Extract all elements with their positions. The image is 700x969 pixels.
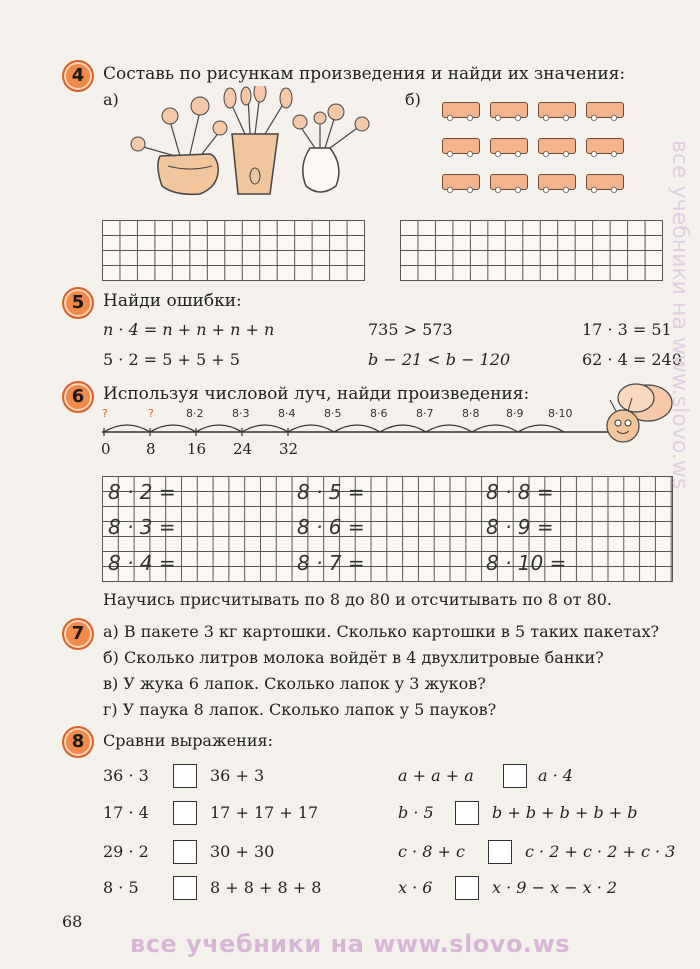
number-line-label: 8·9 <box>506 407 524 420</box>
compare-left: 36 · 3 <box>103 766 149 785</box>
car-icon <box>440 172 480 194</box>
compare-left: x · 6 <box>398 878 433 897</box>
compare-right: 30 + 30 <box>210 842 275 861</box>
car-icon <box>584 136 624 158</box>
grid-expression: 8 · 5 = <box>297 480 365 504</box>
watermark-side: все учебники на www.slovo.ws <box>667 140 692 490</box>
expression: 17 · 3 = 51 <box>582 320 672 339</box>
cars-illustration <box>440 100 640 200</box>
car-icon <box>488 100 528 122</box>
compare-box[interactable] <box>488 840 512 864</box>
car-icon <box>440 136 480 158</box>
compare-right: 8 + 8 + 8 + 8 <box>210 878 322 897</box>
compare-left: b · 5 <box>398 803 434 822</box>
car-icon <box>536 136 576 158</box>
task5-text: Найди ошибки: <box>103 291 242 311</box>
car-icon <box>536 172 576 194</box>
compare-left: a + a + a <box>398 766 474 785</box>
compare-box[interactable] <box>455 876 479 900</box>
compare-right: b + b + b + b + b <box>492 803 638 822</box>
grid-expression: 8 · 10 = <box>486 551 567 575</box>
task6-footer: Научись присчитывать по 8 до 80 и отсчитывать по 8 от 80. <box>103 590 613 609</box>
grid-expression: 8 · 8 = <box>486 480 554 504</box>
car-icon <box>536 100 576 122</box>
number-line-label: 8·6 <box>370 407 388 420</box>
multiplication-grid[interactable] <box>102 476 673 582</box>
expression: 735 > 573 <box>368 320 453 339</box>
task-number-badge: 6 <box>62 381 94 413</box>
compare-left: c · 8 + c <box>398 842 465 861</box>
compare-box[interactable] <box>173 840 197 864</box>
number-line-value: 16 <box>187 440 207 458</box>
task4-label-b: б) <box>405 90 421 109</box>
watermark-bottom: все учебники на www.slovo.ws <box>130 930 570 958</box>
number-line-label: 8·5 <box>324 407 342 420</box>
compare-box[interactable] <box>503 764 527 788</box>
flower-vases-illustration <box>120 86 380 206</box>
compare-left: 17 · 4 <box>103 803 149 822</box>
compare-right: 17 + 17 + 17 <box>210 803 319 822</box>
task-number-badge: 8 <box>62 726 94 758</box>
grid-expression: 8 · 2 = <box>108 480 176 504</box>
number-line-label: 8·4 <box>278 407 296 420</box>
grid-expression: 8 · 9 = <box>486 515 554 539</box>
number-line <box>98 420 618 460</box>
page-number: 68 <box>62 912 83 931</box>
expression: 62 · 4 = 240 <box>582 350 682 369</box>
number-line-label: 8·3 <box>232 407 250 420</box>
car-icon <box>584 100 624 122</box>
compare-box[interactable] <box>455 801 479 825</box>
number-line-value: 24 <box>233 440 253 458</box>
number-line-label: 8·8 <box>462 407 480 420</box>
compare-left: 29 · 2 <box>103 842 149 861</box>
number-line-label: 8·10 <box>548 407 573 420</box>
number-line-label: 8·2 <box>186 407 204 420</box>
task6-text: Используя числовой луч, найди произведения: <box>103 384 530 404</box>
grid-expression: 8 · 3 = <box>108 515 176 539</box>
task4-label-a: а) <box>103 90 119 109</box>
car-icon <box>440 100 480 122</box>
expression: 5 · 2 = 5 + 5 + 5 <box>103 350 240 369</box>
task-number-badge: 4 <box>62 60 94 92</box>
compare-right: a · 4 <box>538 766 573 785</box>
task8-text: Сравни выражения: <box>103 731 273 750</box>
expression: n · 4 = n + n + n + n <box>103 320 275 339</box>
answer-grid-a[interactable] <box>102 220 365 281</box>
number-line-label: ? <box>148 407 154 420</box>
grid-expression: 8 · 6 = <box>297 515 365 539</box>
compare-right: c · 2 + c · 2 + c · 3 <box>525 842 676 861</box>
task7-line: г) У паука 8 лапок. Сколько лапок у 5 пауков? <box>103 700 497 719</box>
compare-box[interactable] <box>173 764 197 788</box>
car-icon <box>488 172 528 194</box>
compare-right: x · 9 − x − x · 2 <box>492 878 618 897</box>
task7-line: в) У жука 6 лапок. Сколько лапок у 3 жуков? <box>103 674 486 693</box>
answer-grid-b[interactable] <box>400 220 663 281</box>
grid-expression: 8 · 4 = <box>108 551 176 575</box>
task7-line: б) Сколько литров молока войдёт в 4 двухлитровые банки? <box>103 648 604 667</box>
number-line-value: 0 <box>101 440 111 458</box>
task7-line: а) В пакете 3 кг картошки. Сколько картошки в 5 таких пакетах? <box>103 622 660 641</box>
compare-box[interactable] <box>173 801 197 825</box>
compare-box[interactable] <box>173 876 197 900</box>
number-line-value: 8 <box>146 440 156 458</box>
number-line-label: 8·7 <box>416 407 434 420</box>
task4-text: Составь по рисункам произведения и найди их значения: <box>103 64 626 84</box>
number-line-value: 32 <box>279 440 299 458</box>
task-number-badge: 7 <box>62 618 94 650</box>
car-icon <box>488 136 528 158</box>
car-icon <box>584 172 624 194</box>
expression: b − 21 < b − 120 <box>368 350 511 369</box>
compare-left: 8 · 5 <box>103 878 139 897</box>
task-number-badge: 5 <box>62 287 94 319</box>
bug-illustration <box>598 378 678 453</box>
number-line-label: ? <box>102 407 108 420</box>
compare-right: 36 + 3 <box>210 766 265 785</box>
grid-expression: 8 · 7 = <box>297 551 365 575</box>
